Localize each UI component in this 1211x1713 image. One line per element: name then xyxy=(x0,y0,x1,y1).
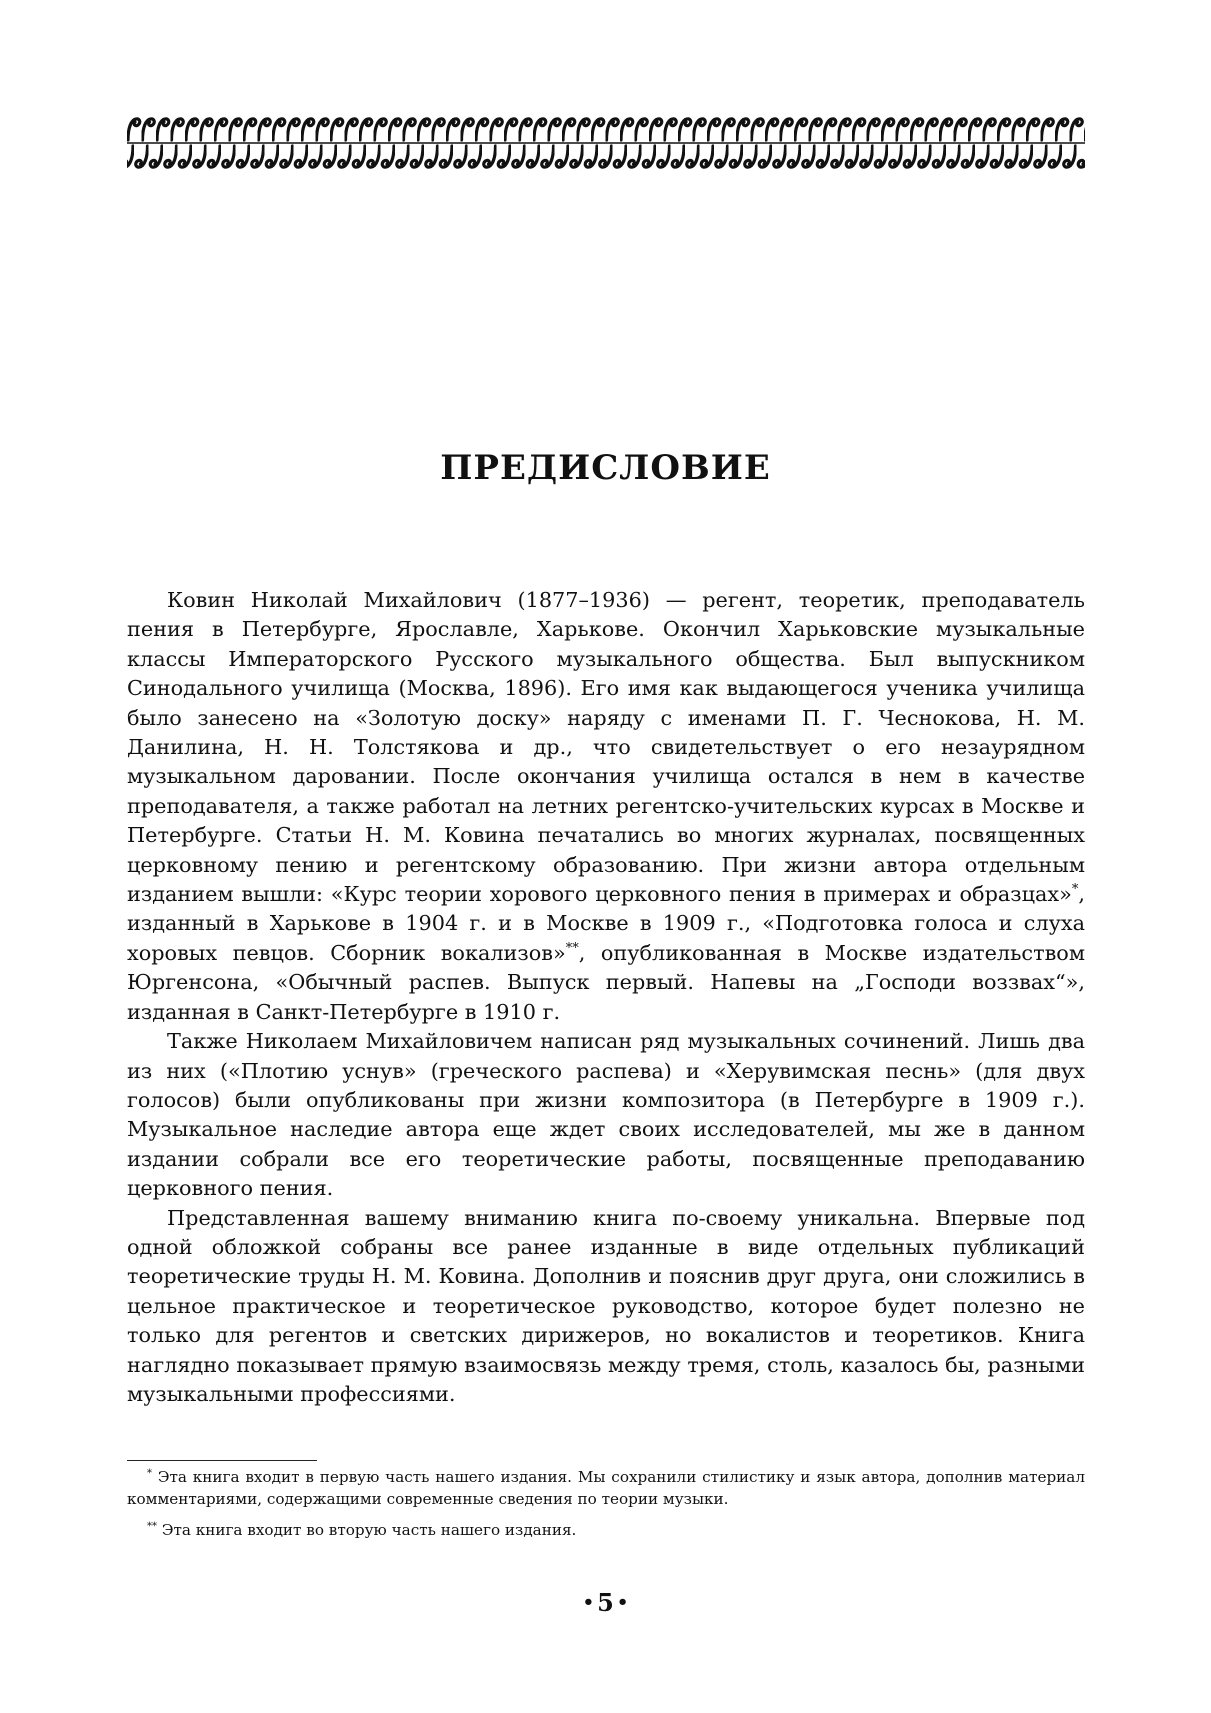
paragraph-text: , изданный в Харькове в 1904 г. и в Москве в 1909 г., «Подготовка голоса и слуха хоровых певцов. Сборник вокализов» xyxy=(127,882,1085,965)
footnotes xyxy=(127,1466,1085,1550)
paragraph: Представленная вашему вниманию книга по-своему уникальна. Впервые под одной обложкой собраны все ранее изданные в виде отдельных публикаций теоретические труды Н. М. Ковина. Дополнив и пояснив друг друга, они сложились в цельное практическое и теоретическое руководство, которое будет полезно не только для регентов и светских дирижеров, но вокалистов и теоретиков. Книга наглядно показывает прямую взаимосвязь между тремя, столь, казалось бы, разными музыкальными профессиями. xyxy=(127,1205,1085,1406)
paragraph-text: Ковин Николай Михайлович (1877–1936) — регент, теоретик, преподаватель пения в Петербурге, Ярославле, Харькове. Окончил Харьковские музыкальные классы Императорского Русского музыкального общества. Был выпускником Синодального училища (Москва, 1896). Его имя как выдающегося ученика училища было занесено на «Золотую доску» наряду с именами П. Г. Чеснокова, Н. М. Данилина, Н. Н. Толстякова и др., что свидетельствует о его незаурядном музыкальном даровании. После окончания училища остался в нем в качестве преподавателя, а также работал на летних регентско-учительских курсах в Москве и Петербурге. Статьи Н. М. Ковина печатались во многих журналах, посвященных церковному пению и регентскому образованию. При жизни автора отдельным изданием вышли: «Курс теории хорового церковного пения в примерах и образцах» xyxy=(127,588,1085,907)
body-text xyxy=(127,586,1085,1409)
footnote-text: Эта книга входит в первую часть нашего издания. Мы сохранили стилистику и язык автора, дополнив материал комментариями, содержащими современные сведения по теории музыки. xyxy=(127,1468,1085,1508)
bullet-icon: • xyxy=(616,1592,629,1613)
footnote-divider xyxy=(127,1460,317,1461)
bullet-icon: • xyxy=(582,1592,595,1613)
paragraph xyxy=(127,586,1085,1027)
page-number-value: 5 xyxy=(597,1588,614,1617)
footnote-text: Эта книга входит во вторую часть нашего издания. xyxy=(161,1521,577,1539)
footnote-ref[interactable]: * xyxy=(1071,882,1079,898)
page-title: ПРЕДИСЛОВИЕ xyxy=(440,448,771,488)
paragraph: Также Николаем Михайловичем написан ряд музыкальных сочинений. Лишь два из них («Плотию уснув» (греческого распева) и «Херувимская песнь» (для двух голосов) были опубликованы при жизни композитора (в Петербурге в 1909 г.). Музыкальное наследие автора еще ждет своих исследователей, мы же в данном издании собрали все его теоретические работы, посвященные преподаванию церковного пения. xyxy=(127,1029,1085,1201)
footnote xyxy=(127,1519,1085,1541)
footnote-ref[interactable]: ** xyxy=(565,940,579,956)
page-number xyxy=(0,1588,1211,1617)
paragraph-text: , опубликованная в Москве издательством Юргенсона, «Обычный распев. Выпуск первый. Напевы на „Господи воззвах“», изданная в Санкт-Петербурге в 1910 г. xyxy=(127,940,1085,1024)
footnote-mark: * xyxy=(147,1467,152,1479)
footnote xyxy=(127,1466,1085,1510)
wave-scroll-border-icon xyxy=(127,114,1085,172)
footnote-mark: ** xyxy=(147,1520,157,1532)
